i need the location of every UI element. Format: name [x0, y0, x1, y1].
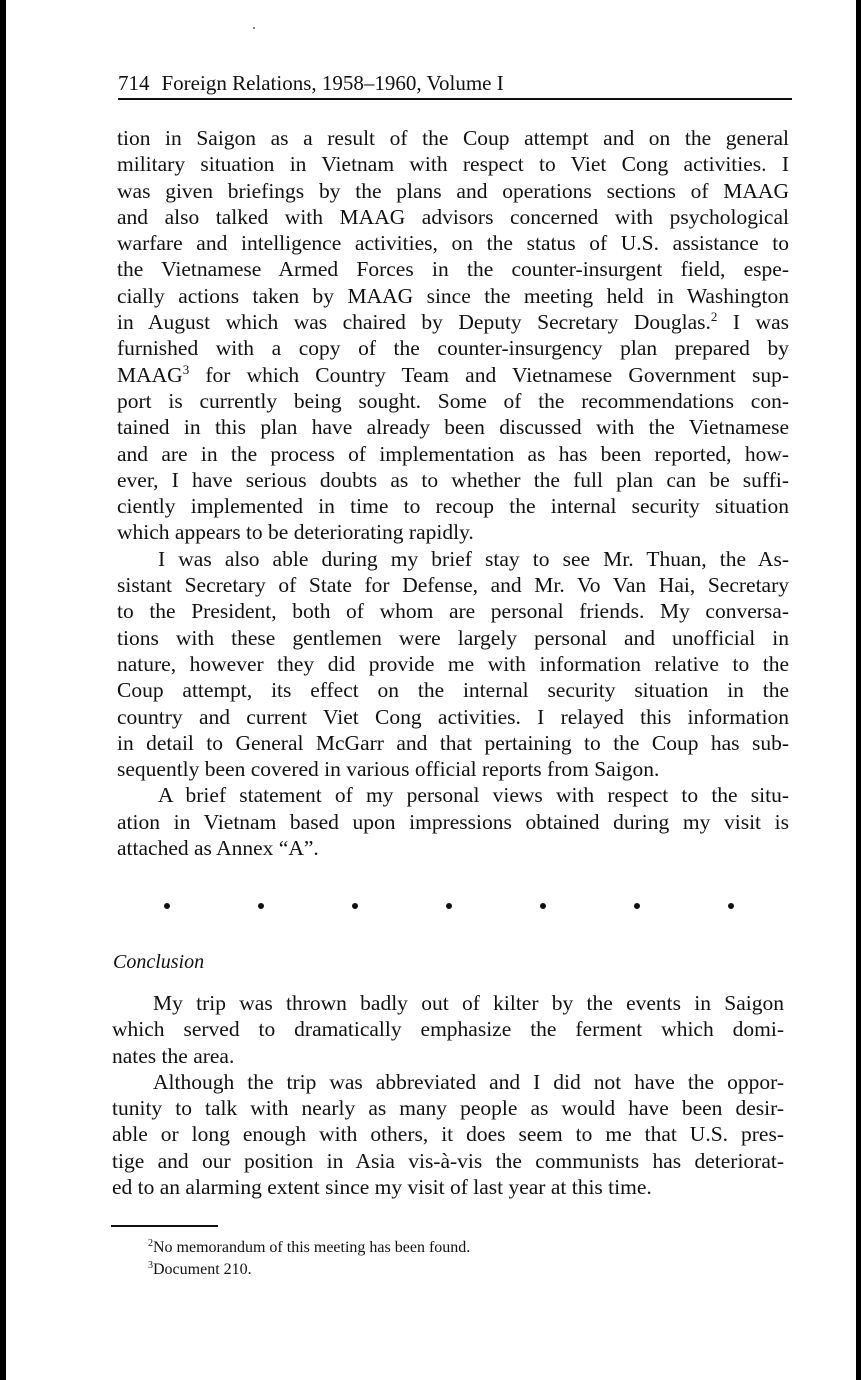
- page-number: 714: [118, 71, 150, 95]
- text-line-content: sistant Secretary of State for Defense, and Mr. Vo Van Hai, Secretary: [117, 573, 789, 598]
- text-line: [117, 756, 789, 782]
- text-line: [117, 677, 789, 703]
- footnote: [148, 1237, 470, 1259]
- text-line: [117, 625, 789, 651]
- text-line-content: and also talked with MAAG advisors concerned with psychological: [117, 204, 789, 229]
- text-line-content: furnished with a copy of the counter-insurgency plan prepared by: [117, 336, 789, 361]
- text-line-content: which appears to be deteriorating rapidly.: [117, 520, 474, 545]
- text-line: [112, 990, 784, 1016]
- footnote-rule: [111, 1225, 218, 1227]
- text-line-content: ation in Vietnam based upon impressions obtained during my visit is: [117, 809, 789, 834]
- ellipsis-dot: [352, 903, 358, 909]
- body-text: [117, 125, 789, 861]
- text-line-content: port is currently being sought. Some of the recommendations con-: [117, 388, 789, 413]
- header-rule: [118, 98, 792, 100]
- ellipsis-dot: [540, 903, 546, 909]
- text-line: [117, 598, 789, 624]
- text-line-content: tion in Saigon as a result of the Coup attempt and on the general: [117, 126, 789, 150]
- text-line: [117, 388, 789, 414]
- text-line: [117, 335, 789, 361]
- text-line: [117, 441, 789, 467]
- text-line: [117, 309, 789, 335]
- text-line-content: tige and our position in Asia vis-à-vis the communists has deteriorat-: [112, 1148, 784, 1173]
- text-line: [112, 1148, 784, 1174]
- footnote-text: No memorandum of this meeting has been found.: [153, 1239, 471, 1256]
- scan-speck: [253, 27, 255, 29]
- text-line-content: Although the trip was abbreviated and I did not have the oppor-: [153, 1069, 784, 1094]
- ellipsis-dot: [164, 903, 170, 909]
- text-line-content: My trip was thrown badly out of kilter by the events in Saigon: [153, 991, 784, 1015]
- ellipsis-dot: [634, 903, 640, 909]
- text-line-content: to the President, both of whom are personal friends. My conversa-: [117, 599, 789, 624]
- text-line-content: nature, however they did provide me with information relative to the: [117, 651, 789, 676]
- text-line-content: Coup attempt, its effect on the internal security situation in the: [117, 678, 789, 703]
- text-line-content: the Vietnamese Armed Forces in the counter-insurgent field, espe-: [117, 257, 789, 282]
- text-line: [117, 283, 789, 309]
- text-line-content: was given briefings by the plans and operations sections of MAAG: [117, 178, 789, 203]
- text-line-content: tunity to talk with nearly as many people as would have been desir-: [112, 1096, 784, 1121]
- text-line: [117, 362, 789, 388]
- running-head: [118, 69, 792, 97]
- text-line: [117, 414, 789, 440]
- text-line-content: able or long enough with others, it does seem to me that U.S. pres-: [112, 1122, 784, 1147]
- text-line-content: cially actions taken by MAAG since the meeting held in Washington: [117, 283, 789, 308]
- text-line: [112, 1174, 784, 1200]
- text-line: [117, 704, 789, 730]
- conclusion-text: [112, 990, 784, 1200]
- ellipsis-row: [164, 903, 734, 919]
- text-line-content: MAAG: [117, 362, 183, 387]
- text-line-content: nates the area.: [112, 1043, 235, 1068]
- text-line: [117, 204, 789, 230]
- footnote-reference: 2: [710, 309, 718, 325]
- text-line: [117, 546, 789, 572]
- ellipsis-dot: [446, 903, 452, 909]
- footnotes: [148, 1237, 470, 1281]
- running-title: Foreign Relations, 1958–1960, Volume I: [161, 71, 504, 95]
- footnote-mark: 2: [148, 1238, 153, 1249]
- text-line: [117, 835, 789, 861]
- ellipsis-dot: [258, 903, 264, 909]
- text-line-content: tained in this plan have already been discussed with the Vietnamese: [117, 415, 789, 440]
- ellipsis-dot: [728, 903, 734, 909]
- text-line-content: warfare and intelligence activities, on the status of U.S. assistance to: [117, 231, 789, 256]
- text-line: [117, 256, 789, 282]
- text-line-content: A brief statement of my personal views with respect to the situ-: [158, 783, 789, 808]
- text-line: [117, 730, 789, 756]
- text-line: [117, 230, 789, 256]
- text-line-content: in August which was chaired by Deputy Secretary Douglas.: [117, 310, 711, 335]
- text-line: [112, 1121, 784, 1147]
- text-line-tail: I was: [717, 310, 789, 335]
- text-line-tail: for which Country Team and Vietnamese Government sup-: [189, 362, 789, 387]
- footnote-text: Document 210.: [153, 1261, 252, 1278]
- text-line: [117, 572, 789, 598]
- text-line: [117, 493, 789, 519]
- text-line: [117, 151, 789, 177]
- text-line: [117, 809, 789, 835]
- text-line: [117, 467, 789, 493]
- text-line-content: military situation in Vietnam with respect to Viet Cong activities. I: [117, 152, 789, 177]
- text-line-content: which served to dramatically emphasize the ferment which domi-: [112, 1017, 784, 1042]
- text-line-content: ed to an alarming extent since my visit of last year at this time.: [112, 1175, 652, 1200]
- footnote: [148, 1259, 470, 1281]
- footnote-mark: 3: [148, 1260, 153, 1271]
- text-line: [117, 125, 789, 151]
- text-line-content: in detail to General McGarr and that pertaining to the Coup has sub-: [117, 730, 789, 755]
- text-line: [117, 782, 789, 808]
- text-line: [112, 1043, 784, 1069]
- text-line: [117, 178, 789, 204]
- scan-border-left: [0, 0, 6, 1380]
- footnote-reference: 3: [182, 361, 190, 377]
- text-line-content: I was also able during my brief stay to see Mr. Thuan, the As-: [158, 546, 789, 571]
- text-line-content: ever, I have serious doubts as to whether the full plan can be suffi-: [117, 467, 789, 492]
- text-line: [117, 519, 789, 545]
- section-heading: Conclusion: [113, 951, 205, 973]
- text-line: [112, 1016, 784, 1042]
- text-line: [117, 651, 789, 677]
- text-line: [112, 1095, 784, 1121]
- text-line-content: attached as Annex “A”.: [117, 836, 319, 861]
- text-line-content: and are in the process of implementation as has been reported, how-: [117, 441, 789, 466]
- text-line-content: tions with these gentlemen were largely personal and unofficial in: [117, 625, 789, 650]
- scan-border-right: [856, 0, 861, 1380]
- text-line-content: ciently implemented in time to recoup the internal security situation: [117, 494, 789, 519]
- text-line-content: country and current Viet Cong activities. I relayed this information: [117, 704, 789, 729]
- text-line-content: sequently been covered in various official reports from Saigon.: [117, 757, 660, 782]
- text-line: [112, 1069, 784, 1095]
